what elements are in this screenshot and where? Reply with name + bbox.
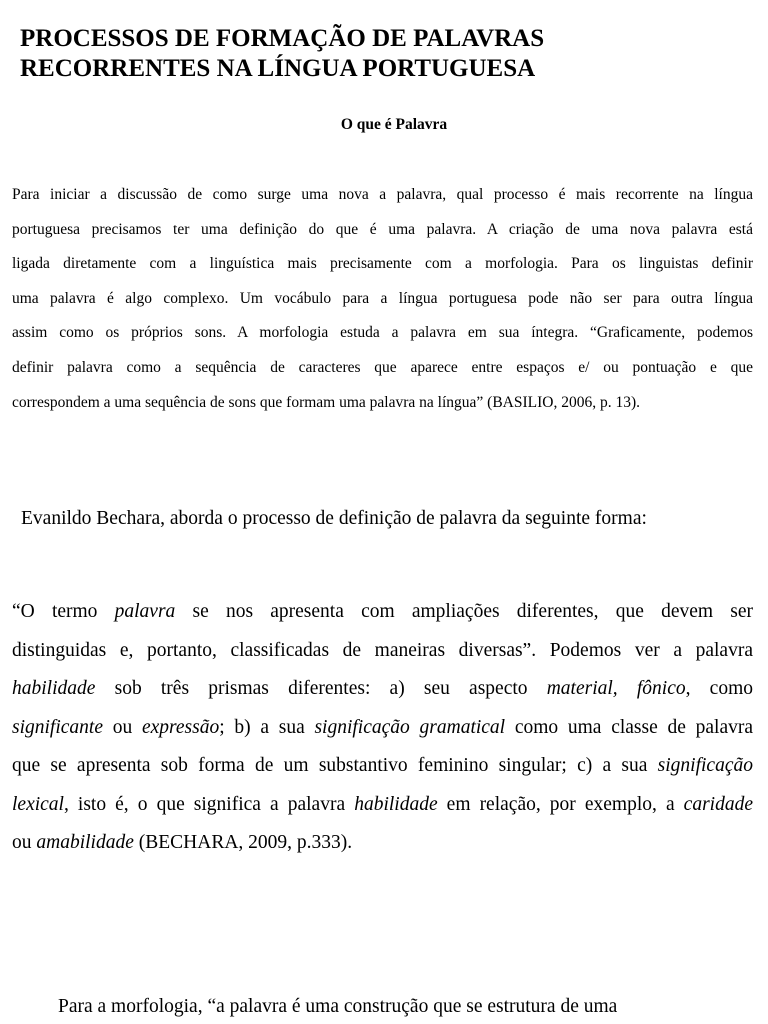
- paragraph-line: assim como os próprios sons. A morfologia estuda a palavra em sua íntegra. “Graficamente, podemos: [12, 324, 753, 342]
- italic-term: caridade: [683, 793, 753, 815]
- quote-line: [12, 670, 753, 709]
- quote-text: , como: [685, 678, 753, 699]
- section-subtitle: O que é Palavra: [340, 116, 448, 133]
- quote-line: [12, 824, 753, 863]
- quote-text: como uma classe de palavra: [505, 716, 753, 738]
- morphology-line: Para a morfologia, “a palavra é uma construção que se estrutura de uma: [58, 996, 618, 1017]
- paragraph-line: Para iniciar a discussão de como surge uma nova a palavra, qual processo é mais recorrente na língua: [12, 186, 753, 203]
- quote-text: sob três prismas diferentes: a) seu aspecto: [95, 678, 547, 699]
- italic-term: lexical: [12, 793, 64, 815]
- italic-term: significante: [12, 716, 103, 738]
- quote-text: ; b) a sua: [219, 716, 315, 738]
- italic-term: significação: [657, 755, 753, 776]
- italic-term: expressão: [141, 716, 220, 738]
- quote-text: distinguidas e, portanto, classificadas de maneiras diversas”. Podemos ver a palavra: [12, 639, 753, 661]
- paragraph-line: uma palavra é algo complexo. Um vocábulo para a língua portuguesa pode não ser para outra língua: [12, 289, 753, 307]
- quote-text: em relação, por exemplo, a: [437, 793, 684, 815]
- paragraph-line: definir palavra como a sequência de caracteres que aparece entre espaços e/ ou pontuação e que: [12, 358, 753, 376]
- title-line-1: PROCESSOS DE FORMAÇÃO DE PALAVRAS: [20, 25, 545, 52]
- quote-line: [12, 709, 753, 748]
- title-line-2: RECORRENTES NA LÍNGUA PORTUGUESA: [20, 55, 536, 82]
- quote-text: se nos apresenta com ampliações diferentes, que devem ser: [175, 601, 753, 622]
- paragraph-line: ligada diretamente com a linguística mais precisamente com a morfologia. Para os linguistas definir: [12, 255, 753, 273]
- italic-term: material, fônico: [546, 678, 686, 699]
- intro-paragraph: [12, 178, 753, 420]
- italic-term: habilidade: [12, 678, 96, 699]
- quote-text: ou: [103, 716, 142, 738]
- quote-line: [12, 593, 753, 632]
- document-title: [20, 24, 750, 84]
- quote-text: ou: [12, 832, 37, 853]
- quote-text: (BECHARA, 2009, p.333).: [133, 832, 353, 853]
- quote-text: “O termo: [12, 601, 115, 622]
- italic-term: amabilidade: [36, 832, 134, 853]
- bechara-intro-line: Evanildo Bechara, aborda o processo de definição de palavra da seguinte forma:: [21, 508, 647, 529]
- bechara-quote-paragraph: [12, 593, 753, 863]
- quote-line: [12, 632, 753, 671]
- quote-text: que se apresenta sob forma de um substantivo feminino singular; c) a sua: [12, 755, 658, 776]
- quote-text: , isto é, o que significa a palavra: [63, 793, 355, 815]
- paragraph-line: correspondem a uma sequência de sons que formam uma palavra na língua” (BASILIO, 2006, p. 13).: [12, 393, 640, 411]
- italic-term: significação gramatical: [314, 716, 506, 738]
- quote-line: [12, 747, 753, 786]
- paragraph-line: portuguesa precisamos ter uma definição do que é uma palavra. A criação de uma nova palavra está: [12, 220, 753, 238]
- quote-line: [12, 786, 753, 825]
- italic-term: habilidade: [354, 793, 438, 815]
- italic-term: palavra: [114, 601, 176, 622]
